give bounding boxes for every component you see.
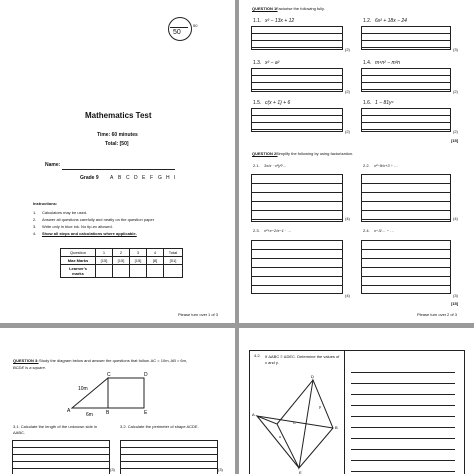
table-cell: 1 [96, 249, 113, 257]
answer-box-2-2[interactable] [361, 174, 451, 222]
label-e: E [299, 470, 302, 474]
answer-box-1-2[interactable] [361, 26, 451, 50]
q2-heading: QUESTION 2: [252, 151, 278, 156]
label-e: E [144, 410, 148, 416]
q3-2-text: 3.2. Calculate the perimeter of shape ACDE. [120, 424, 199, 429]
q1-2-marks: (3) [453, 47, 458, 52]
q1-6-num: 1.6. [363, 100, 372, 106]
q2-1-expr: 3x/x · x²y²/… [264, 163, 287, 168]
label-base: 6m [86, 412, 93, 418]
q1-1-marks: (2) [345, 47, 350, 52]
answer-box-2-1[interactable] [251, 174, 343, 222]
answer-box-1-6[interactable] [361, 108, 451, 132]
q2-2-num: 2.2. [363, 163, 370, 168]
answer-box-1-3[interactable] [251, 68, 343, 92]
instruction-num-3: 3. [33, 224, 37, 229]
footer-page: 2 of 3 [447, 312, 458, 317]
label-x: x [279, 434, 281, 439]
q2-total: [15] [451, 301, 459, 306]
instruction-num-1: 1. [33, 210, 37, 215]
class-c[interactable]: C [126, 175, 130, 181]
q3-instruction: Study the diagram below and answer the questions that follow. AC = 10m, AB = 6m, [39, 358, 188, 363]
page-title: Mathematics Test [85, 111, 152, 120]
marks-table [60, 248, 183, 278]
table-cell: 4 [147, 249, 164, 257]
instruction-3: Write only in blue ink. No tip-ex allowed. [42, 224, 113, 229]
table-cell[interactable] [130, 265, 147, 278]
instruction-1: Calculators may be used. [42, 210, 88, 215]
q1-2-expr: 6x² + 18x − 24 [375, 18, 407, 24]
label-a: A [252, 412, 255, 417]
class-i[interactable]: I [174, 175, 176, 181]
instruction-2: Answer all questions carefully and neatly on the question paper [42, 217, 155, 222]
instructions-heading: Instructions: [33, 201, 58, 206]
q3-heading: QUESTION 3: [13, 358, 39, 363]
answer-box-3-1[interactable] [12, 440, 110, 474]
answer-box-1-4[interactable] [361, 68, 451, 92]
total-label: Total: [50] [105, 141, 129, 147]
table-cell: Question [61, 249, 96, 257]
table-cell: 3 [130, 249, 147, 257]
answer-lines[interactable] [351, 362, 455, 474]
table-row [61, 249, 183, 257]
table-cell: [15] [113, 257, 130, 265]
footer-page: 1 of 3 [208, 312, 219, 317]
class-g[interactable]: G [158, 175, 162, 181]
answer-box-2-4[interactable] [361, 240, 451, 294]
q4-2-text: If ΔABC ≡ ΔDEC. Determine the values of x and y. [265, 354, 340, 365]
page-1 [0, 0, 235, 323]
class-b[interactable]: B [118, 175, 122, 181]
q1-5-expr: c(x + 1) + 6 [265, 100, 291, 106]
label-b: B [106, 410, 110, 416]
instruction-num-4: 4. [33, 231, 37, 236]
page-4 [239, 328, 474, 474]
table-row [61, 265, 183, 278]
q4-2-num: 4.2. [254, 353, 261, 358]
table-cell: [15] [96, 257, 113, 265]
label-hyp: 10m [78, 386, 88, 392]
q2-3-marks: (4) [345, 293, 350, 298]
label-c: C [107, 372, 111, 378]
q2-2-expr: x²−9/x+3 ÷ … [374, 163, 398, 168]
q1-4-marks: (2) [453, 89, 458, 94]
q2-1-marks: (4) [345, 216, 350, 221]
q2-1-num: 2.1. [253, 163, 260, 168]
q1-4-expr: m⁴n² − m²n [375, 60, 401, 66]
footer-turn: Please turn over [417, 312, 447, 317]
q2-instruction: Simplify the following by using factorization. [276, 151, 354, 156]
class-a[interactable]: A [110, 175, 114, 181]
score-total: 50 [173, 29, 181, 36]
q1-6-expr: 1 − 81y⁴ [375, 100, 394, 106]
q2-2-marks: (4) [453, 216, 458, 221]
q3-2-marks: (3) [218, 467, 223, 472]
q1-3-expr: x² − a² [265, 60, 280, 66]
name-field[interactable] [62, 169, 175, 170]
name-label: Name: [45, 162, 61, 168]
score-total-sup: 50 [193, 23, 198, 28]
q1-2-num: 1.2. [363, 18, 372, 24]
class-d[interactable]: D [134, 175, 138, 181]
answer-box-2-3[interactable] [251, 240, 343, 294]
label-d: D [144, 372, 148, 378]
instruction-num-2: 2. [33, 217, 37, 222]
label-d: D [311, 374, 314, 379]
table-cell: 2 [113, 249, 130, 257]
q1-6-marks: (2) [453, 129, 458, 134]
table-cell: Max Marks [61, 257, 96, 265]
class-e[interactable]: E [142, 175, 146, 181]
class-h[interactable]: H [166, 175, 170, 181]
label-a: A [67, 408, 71, 414]
answer-box-3-2[interactable] [120, 440, 218, 474]
q1-3-marks: (2) [345, 89, 350, 94]
q1-4-num: 1.4. [363, 60, 372, 66]
label-c: C [293, 420, 296, 425]
table-cell: [8] [147, 257, 164, 265]
q1-5-marks: (2) [345, 129, 350, 134]
table-cell: Total [164, 249, 183, 257]
q3-1-marks: (3) [110, 467, 115, 472]
class-f[interactable]: F [150, 175, 154, 181]
table-cell[interactable] [113, 265, 130, 278]
grade-label: Grade 9 [80, 175, 99, 181]
label-b: B [335, 425, 338, 430]
table-cell: [15] [130, 257, 147, 265]
q2-4-marks: (3) [453, 293, 458, 298]
instruction-4: Show all steps and calculations where applicable. [42, 231, 137, 236]
q2-4-num: 2.4. [363, 228, 370, 233]
table-cell[interactable] [96, 265, 113, 278]
q1-total: [15] [451, 138, 459, 143]
label-y: y [319, 404, 321, 409]
q2-3-num: 2.3. [253, 228, 260, 233]
answer-box-1-1[interactable] [251, 26, 343, 50]
table-row [61, 257, 183, 265]
footer-turn: Please turn over [178, 312, 208, 317]
page-2 [239, 0, 474, 323]
time-label: Time: 60 minutes [97, 132, 138, 138]
answer-box-1-5[interactable] [251, 108, 343, 132]
page-3 [0, 328, 235, 474]
q3-1-text: 3.1. Calculate the length of the unknown side in ΔABC. [13, 424, 98, 436]
table-cell: [51] [164, 257, 183, 265]
q1-3-num: 1.3. [253, 60, 262, 66]
q1-1-num: 1.1. [253, 18, 262, 24]
q3-instruction-2: BCDE is a square. [13, 365, 46, 370]
q1-5-num: 1.5. [253, 100, 262, 106]
table-cell[interactable] [147, 265, 164, 278]
q2-3-expr: x²+x−2/x−1 · … [264, 228, 292, 233]
table-cell: Learner's marks [61, 265, 96, 278]
q1-instruction: Factorise the following fully. [276, 6, 325, 11]
q1-1-expr: x² − 13x + 12 [265, 18, 295, 24]
table-cell[interactable] [164, 265, 183, 278]
q1-heading: QUESTION 1: [252, 6, 278, 11]
q2-4-expr: x−3/… − … [374, 228, 395, 233]
